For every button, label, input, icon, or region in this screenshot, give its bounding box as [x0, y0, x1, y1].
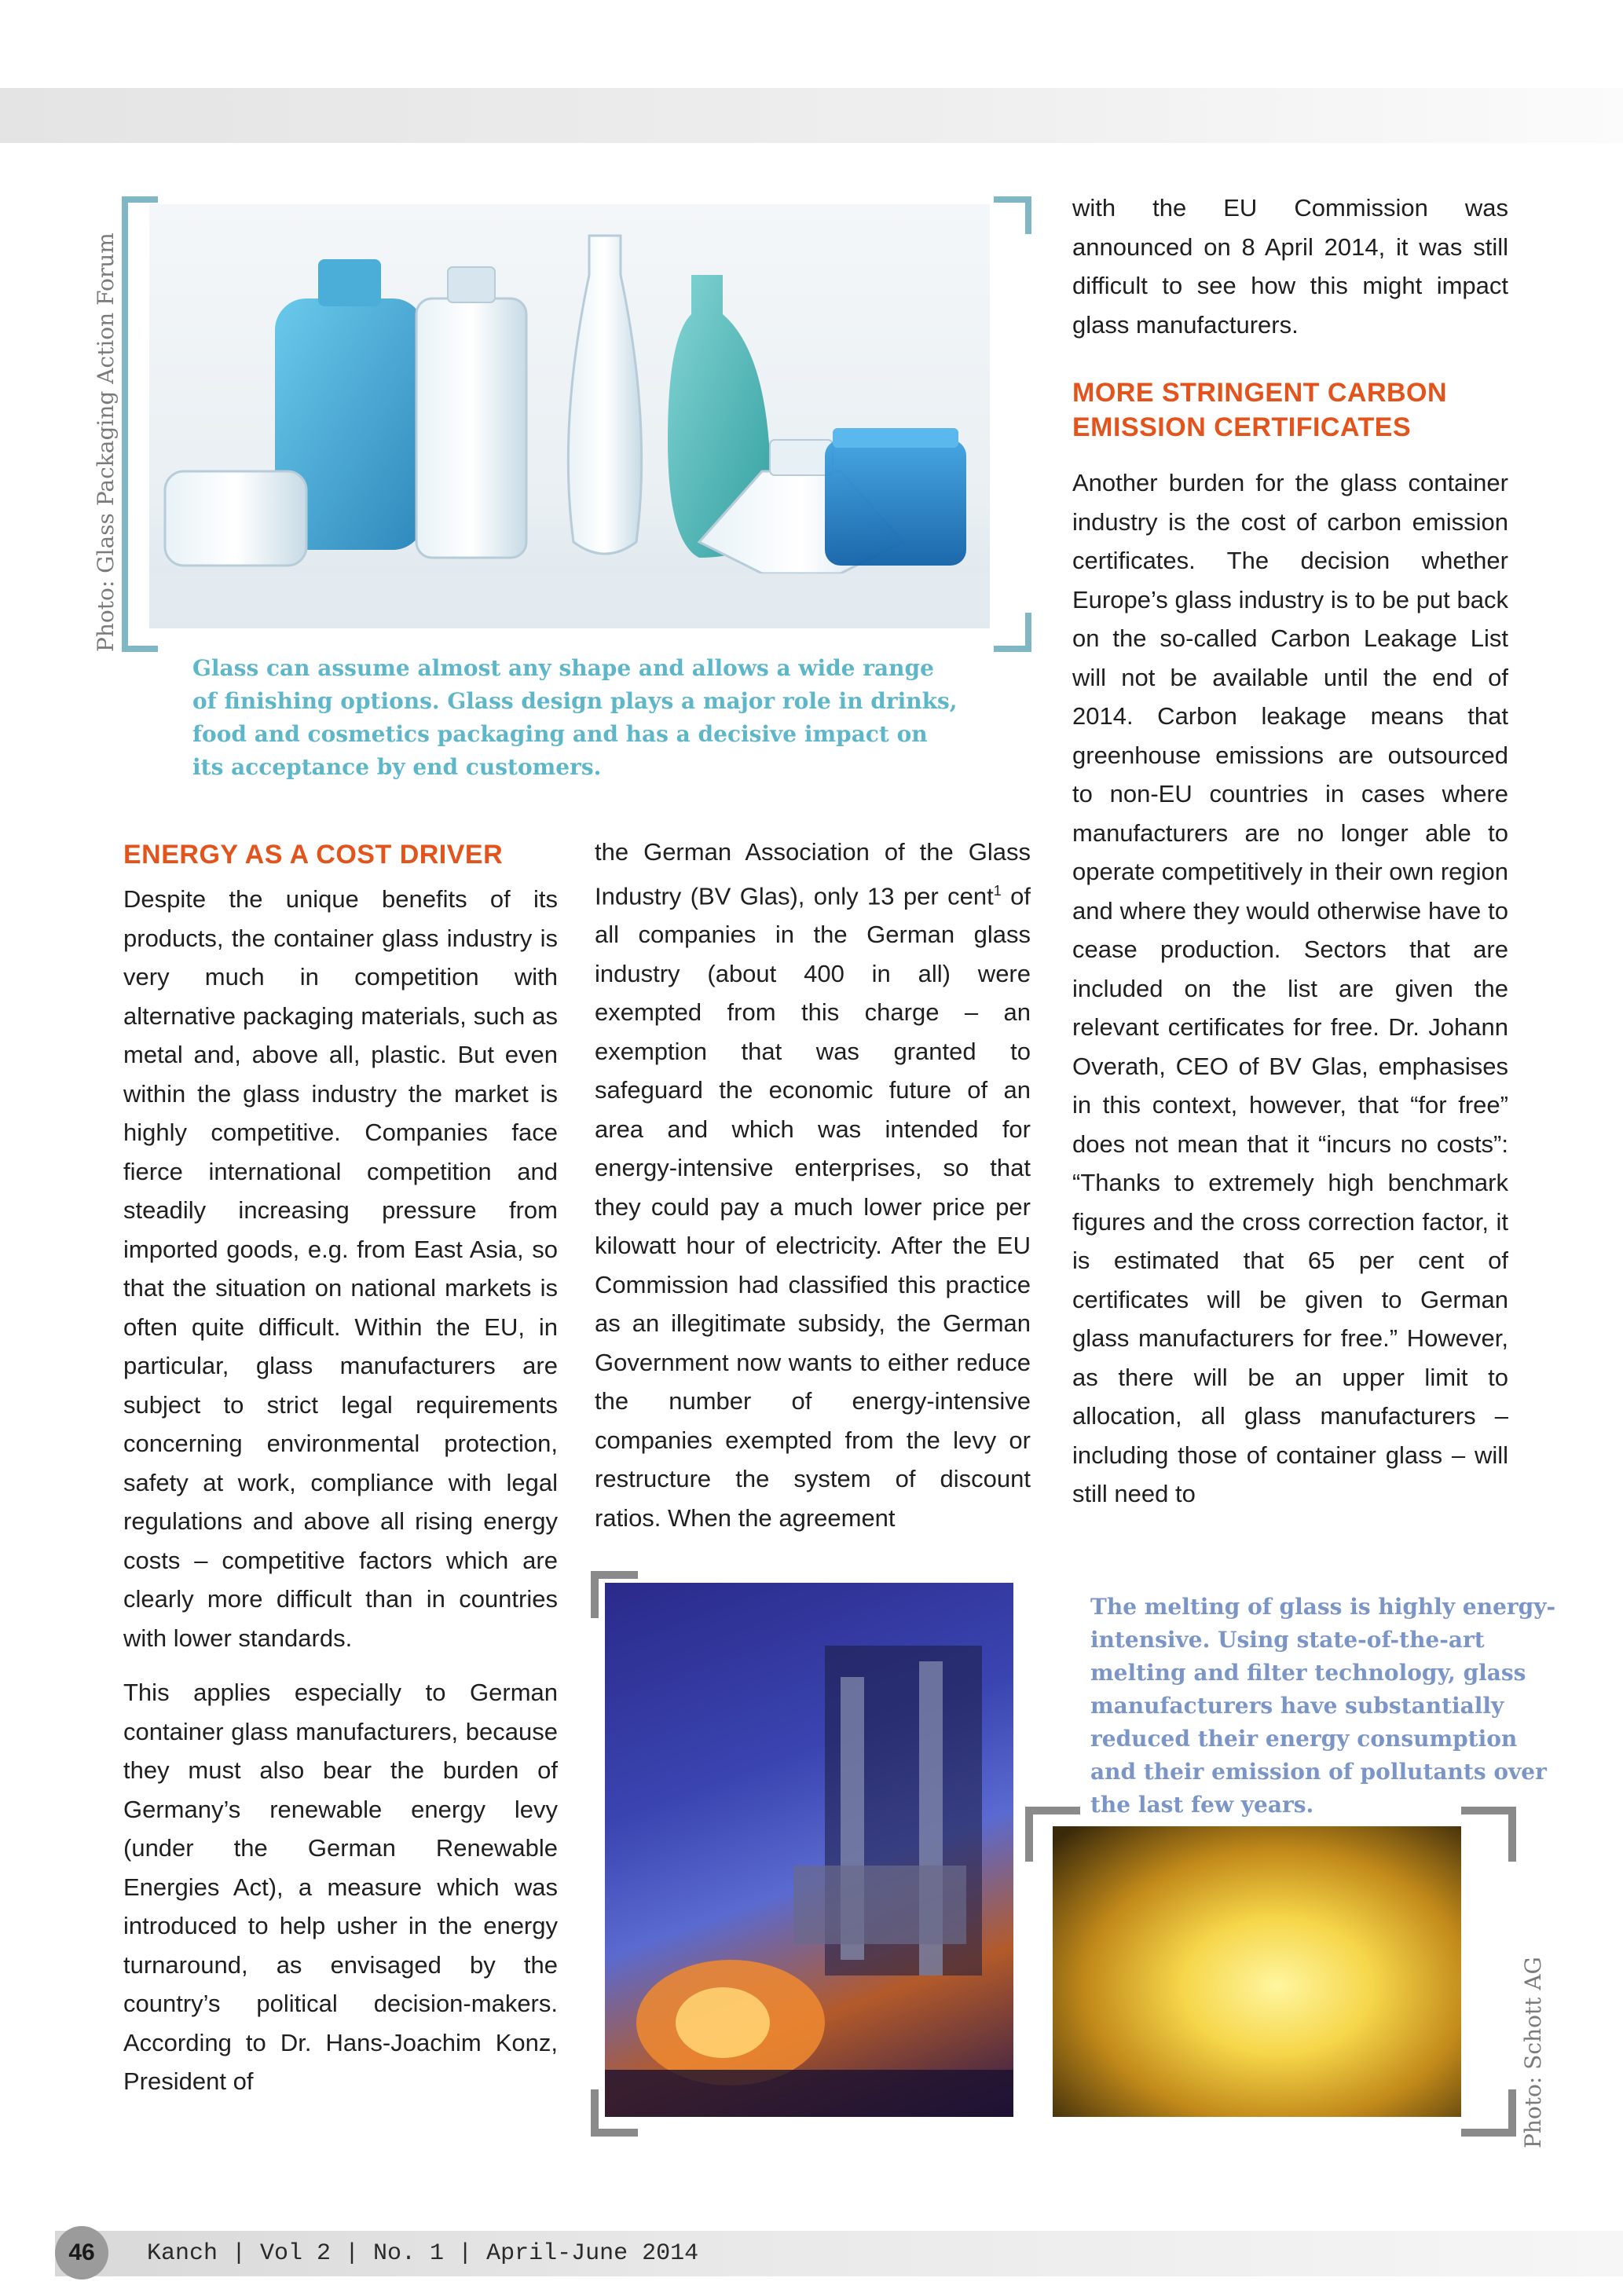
paragraph: Another burden for the glass container industry is the cost of carbon emission certificates. The decision whether Europe’s glass industry is to be put back on the so-called Carbon Leakage List will not be available until the end of 2014. Carbon leakage means that greenhouse emissions are outsourced to non-EU countries in cases where manufacturers are no longer able to operate competitively in their own region and where they would otherwise have to cease production. Sectors that are included on the list are given the relevant certificates for free. Dr. Johann Overath, CEO of BV Glas, emphasises in this context, however, that “for free” does not mean that it “incurs no costs”: “Thanks to extremely high benchmark figures and the cross correction factor, it is estimated that 65 per cent of certificates will be given to German glass manufacturers for free.” However, as there will be an upper limit to allocation, all glass manufacturers – including those of container glass – will still need to [1072, 469, 1508, 1507]
furnace-photo [605, 1583, 1013, 2117]
glass-bottles-photo [149, 204, 990, 628]
article-column-3-intro [1072, 189, 1508, 360]
bottles-photo-caption: Glass can assume almost any shape and allows a wide range of finishing options. Glass design plays a major role in drinks, food and cosmetics packaging and has a decisive impact on its acceptance by end customers. [192, 655, 958, 780]
section-heading-carbon: MORE STRINGENT CARBON EMISSION CERTIFICATES [1072, 378, 1448, 442]
photo-credit-glass-packaging: Photo: Glass Packaging Action Forum [93, 233, 119, 652]
flame-photo [1053, 1826, 1461, 2117]
photo-frame-corner [1461, 1807, 1516, 1862]
text-run: of all companies in the German glass industry (about 400 in all) were exempted from this charge – an exemption that was granted to safeguard the economic future of an area and which was intended for energy-intensive enterprises, so that they could pay a much lower price per kilowatt hour of electricity. After the EU Commission had classified this practice as an illegitimate subsidy, the German Government now wants to either reduce the number of energy-intensive companies exempted from the levy or restructure the system of discount ratios. When the agreement [595, 881, 1031, 1532]
paragraph: Despite the unique benefits of its products, the container glass industry is very much in competition with alternative packaging materials, such as metal and, above all, plastic. But even within the glass industry the market is highly competitive. Companies face fierce international competition and steadily increasing pressure from imported goods, e.g. from East Asia, so that the situation on national markets is often quite difficult. Within the EU, in particular, glass manufacturers are subject to strict legal requirements concerning environmental protection, safety at work, compliance with legal regulations and above all rising energy costs – competitive factors which are clearly more difficult than in countries with lower standards. [123, 885, 558, 1652]
article-column-2 [595, 833, 1031, 1553]
glass-bottles-illustration [149, 204, 990, 628]
article-column-3 [1072, 463, 1508, 1529]
header-band [0, 88, 1623, 143]
paragraph [595, 833, 1031, 1537]
footnote-marker: 1 [993, 882, 1002, 899]
paragraph: with the EU Commission was announced on 8 April 2014, it was still difficult to see how this might impact glass manufacturers. [1072, 194, 1508, 339]
article-column-1 [123, 880, 558, 2117]
photo-credit-schott: Photo: Schott AG [1520, 1957, 1546, 2148]
furnace-illustration [605, 1583, 1013, 2117]
page-number: 46 [55, 2226, 108, 2280]
paragraph: This applies especially to German container glass manufacturers, because they must also bear the burden of Germany’s renewable energy levy (under the German Renewable Energies Act), a measure which was introduced to help usher in the energy turnaround, as envisaged by the country’s political decision-makers. According to Dr. Hans-Joachim Konz, President of [123, 1679, 558, 2095]
photo-frame-corner [994, 196, 1031, 234]
photo-frame-corner [994, 613, 1031, 652]
section-heading-energy: ENERGY AS A COST DRIVER [123, 840, 504, 870]
photo-frame-corner [1461, 2089, 1516, 2137]
furnace-photo-caption: The melting of glass is highly energy-intensive. Using state-of-the-art melting and filter technology, glass manufacturers have substantially reduced their energy consumption and their emission of pollutants over the last few years. [1090, 1594, 1556, 1818]
publication-info: Kanch | Vol 2 | No. 1 | April-June 2014 [147, 2240, 699, 2267]
text-run: the German Association of the Glass Industry (BV Glas), only 13 per cent [595, 838, 1031, 910]
